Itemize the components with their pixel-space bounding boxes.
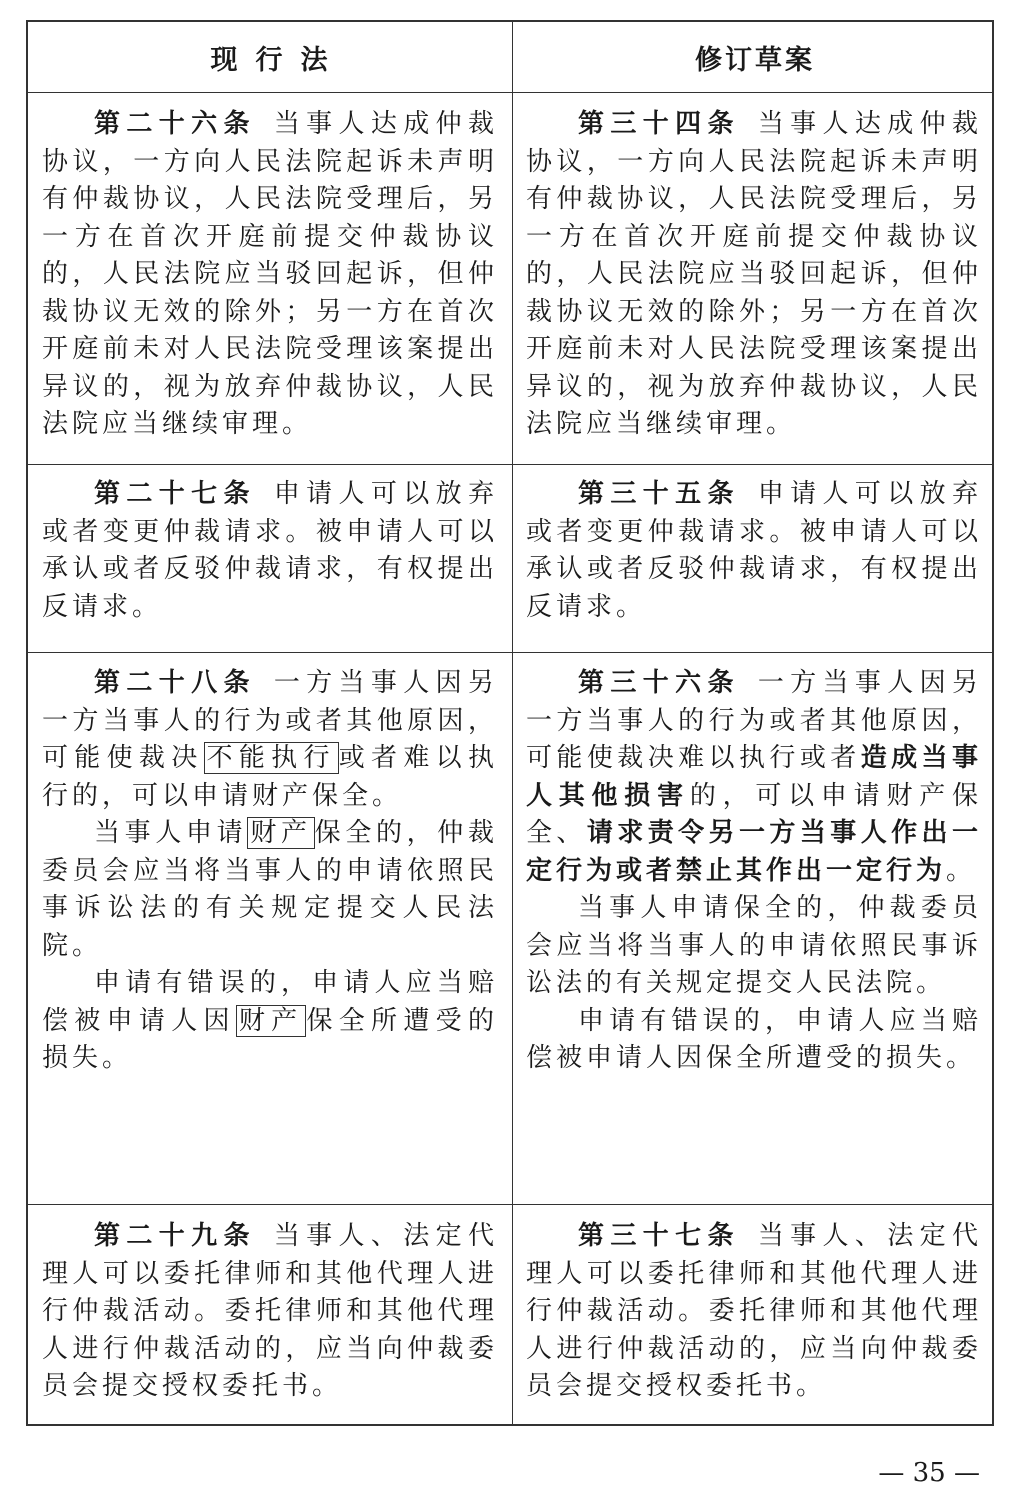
added-text: 请求责令另一方当事人作出一定行为或者禁止其作出一定行为 <box>526 818 982 886</box>
article-paragraph <box>42 476 498 626</box>
article-paragraph <box>42 815 498 965</box>
article-number: 第三十六条 <box>578 668 740 698</box>
article-text: 当事人申请 <box>94 818 248 848</box>
article-number: 第二十八条 <box>94 668 256 698</box>
article-paragraph: 申请有错误的，申请人应当赔偿被申请人因保全所遭受的损失。 <box>526 1005 982 1073</box>
article-cell <box>526 106 982 444</box>
row-divider <box>28 652 992 653</box>
article-paragraph <box>526 665 982 890</box>
article-cell <box>42 476 498 626</box>
article-cell <box>42 106 498 444</box>
row-divider <box>28 1204 992 1205</box>
article-text: 保全所遭受的损失。 <box>42 1005 498 1073</box>
article-text: 保全的，仲裁委员会应当将当事人的申请依照民事诉讼法的有关规定提交人民法院。 <box>42 818 498 961</box>
article-text: 当事人、法定代理人可以委托律师和其他代理人进行仲裁活动。委托律师和其他代理人进行仲裁活动的，应当向仲裁委员会提交授权委托书。 <box>526 1221 982 1401</box>
boxed-text: 不能执行 <box>204 742 339 774</box>
header-current-law: 现行法 <box>210 44 346 76</box>
article-paragraph <box>42 665 498 815</box>
article-cell <box>526 476 982 626</box>
article-number: 第三十五条 <box>578 479 740 509</box>
article-paragraph <box>526 476 982 626</box>
boxed-text: 财产 <box>247 817 314 849</box>
article-number: 第二十九条 <box>94 1221 256 1251</box>
article-paragraph <box>42 1218 498 1406</box>
page-number: — 35 — <box>878 1458 980 1488</box>
article-cell <box>526 665 982 1078</box>
article-number: 第二十六条 <box>94 109 256 139</box>
article-number: 第二十七条 <box>94 479 256 509</box>
article-text: 申请人可以放弃或者变更仲裁请求。被申请人可以承认或者反驳仲裁请求，有权提出反请求。 <box>42 479 498 622</box>
column-divider <box>512 22 513 1424</box>
comparison-table <box>26 20 994 1426</box>
article-text: 一方当事人因另一方当事人的行为或者其他原因，可能使裁决 <box>42 668 498 773</box>
article-text: 的，可以申请财产保全、 <box>526 780 982 848</box>
row-divider <box>28 92 992 93</box>
article-text: 当事人达成仲裁协议，一方向人民法院起诉未声明有仲裁协议，人民法院受理后，另一方在首次开庭前提交仲裁协议的，人民法院应当驳回起诉，但仲裁协议无效的除外；另一方在首次开庭前未对人民法院受理该案提出异议的，视为放弃仲裁协议，人民法院应当继续审理。 <box>42 109 498 439</box>
article-cell <box>42 1218 498 1406</box>
article-paragraph <box>526 1218 982 1406</box>
article-number: 第三十四条 <box>578 109 740 139</box>
article-text: 。 <box>946 855 977 886</box>
article-text: 申请人可以放弃或者变更仲裁请求。被申请人可以承认或者反驳仲裁请求，有权提出反请求。 <box>526 479 982 622</box>
article-paragraph: 当事人申请保全的，仲裁委员会应当将当事人的申请依照民事诉讼法的有关规定提交人民法院。 <box>526 893 982 998</box>
article-number: 第三十七条 <box>578 1221 740 1251</box>
article-paragraph <box>42 106 498 444</box>
article-paragraph <box>42 965 498 1078</box>
article-cell <box>42 665 498 1078</box>
article-text: 申请有错误的，申请人应当赔偿被申请人因 <box>42 968 498 1036</box>
header-revised-draft: 修订草案 <box>695 44 815 76</box>
article-text: 当事人、法定代理人可以委托律师和其他代理人进行仲裁活动。委托律师和其他代理人进行仲裁活动的，应当向仲裁委员会提交授权委托书。 <box>42 1221 498 1401</box>
article-cell <box>526 1218 982 1406</box>
boxed-text: 财产 <box>236 1005 307 1037</box>
added-text: 造成当事人其他损害 <box>526 743 982 811</box>
row-divider <box>28 464 992 465</box>
article-paragraph <box>526 106 982 444</box>
article-text: 当事人达成仲裁协议，一方向人民法院起诉未声明有仲裁协议，人民法院受理后，另一方在首次开庭前提交仲裁协议的，人民法院应当驳回起诉，但仲裁协议无效的除外；另一方在首次开庭前未对人民法院受理该案提出异议的，视为放弃仲裁协议，人民法院应当继续审理。 <box>526 109 982 439</box>
article-text: 或者难以执行的，可以申请财产保全。 <box>42 743 498 811</box>
article-text: 一方当事人因另一方当事人的行为或者其他原因，可能使裁决难以执行或者 <box>526 668 982 773</box>
